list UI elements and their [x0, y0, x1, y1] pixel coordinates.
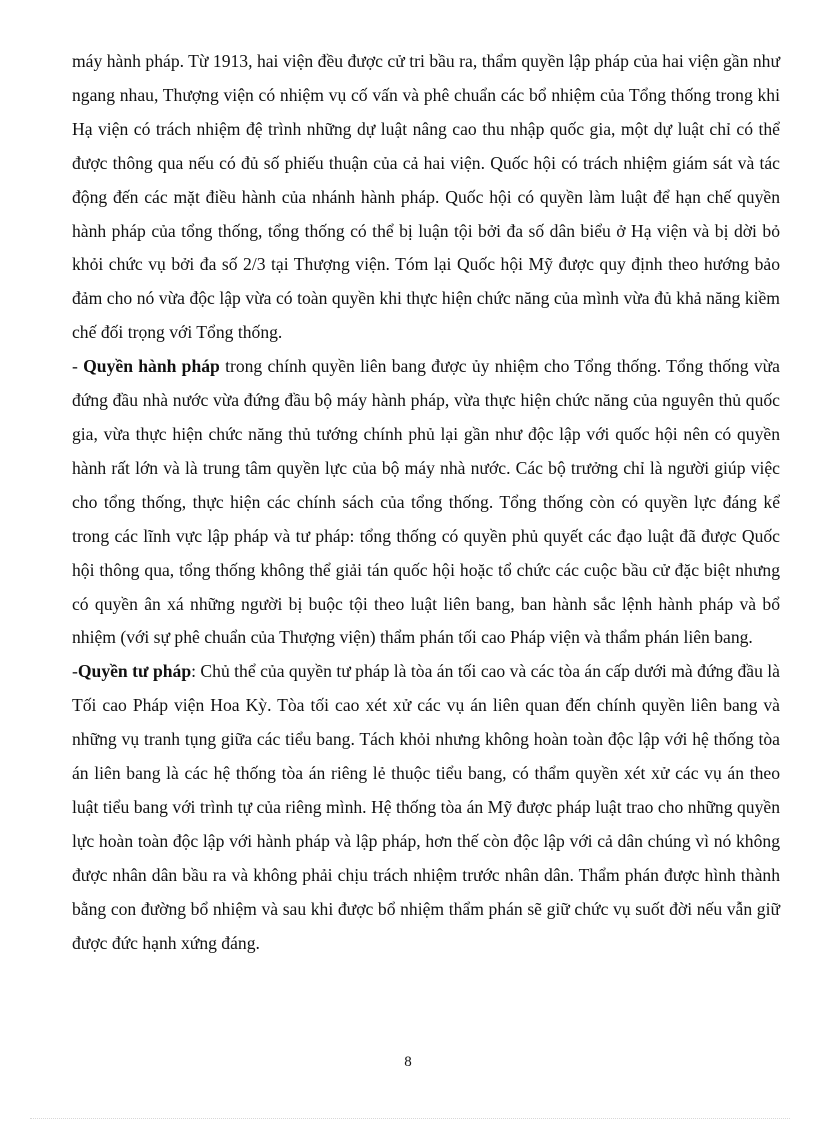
- paragraph-lead-heading: Quyền hành pháp: [83, 356, 220, 377]
- body-text: [72, 45, 780, 960]
- footer-divider: [30, 1118, 790, 1119]
- page-number: 8: [404, 1054, 412, 1070]
- paragraph-text: trong chính quyền liên bang được ủy nhiệm cho Tổng thống. Tổng thống vừa đứng đầu nhà nước vừa đứng đầu bộ máy hành pháp, vừa thực hiện chức năng của nguyên thủ quốc gia, vừa thực hiện chức năng thủ tướng chính phủ lại gần như độc lập với quốc hội nên có quyền hành rất lớn và là trung tâm quyền lực của bộ máy nhà nước. Các bộ trưởng chỉ là người giúp việc cho tổng thống, thực hiện các chính sách của tổng thống. Tổng thống còn có quyền lực đáng kể trong các lĩnh vực lập pháp và tư pháp: tổng thống có quyền phủ quyết các đạo luật đã được Quốc hội thông qua, tổng thống không thể giải tán quốc hội hoặc tổ chức các cuộc bầu cử đặc biệt nhưng có quyền ân xá những người bị buộc tội theo luật liên bang, ban hành sắc lệnh hành pháp và bổ nhiệm (với sự phê chuẩn của Thượng viện) thẩm phán tối cao Pháp viện và thẩm phán liên bang.: [72, 356, 780, 648]
- bullet-prefix: -: [72, 356, 84, 377]
- paragraph-executive-power: [72, 350, 780, 655]
- bullet-prefix: -: [72, 661, 78, 682]
- paragraph-text: máy hành pháp. Từ 1913, hai viện đều được cử tri bầu ra, thẩm quyền lập pháp của hai viện gần như ngang nhau, Thượng viện có nhiệm vụ cố vấn và phê chuẩn các bổ nhiệm của Tổng thống trong khi Hạ viện có trách nhiệm đệ trình những dự luật nâng cao thu nhập quốc gia, một dự luật chỉ có thể được thông qua nếu có đủ số phiếu thuận của cả hai viện. Quốc hội có trách nhiệm giám sát và tác động đến các mặt điều hành của nhánh hành pháp. Quốc hội có quyền làm luật để hạn chế quyền hành pháp của tổng thống, tổng thống có thể bị luận tội bởi đa số dân biểu ở Hạ viện và bị dời bỏ khỏi chức vụ bởi đa số 2/3 tại Thượng viện. Tóm lại Quốc hội Mỹ được quy định theo hướng bảo đảm cho nó vừa độc lập vừa có toàn quyền khi thực hiện chức năng của mình vừa đủ khả năng kiềm chế đối trọng với Tổng thống.: [72, 51, 780, 343]
- paragraph-text: : Chủ thể của quyền tư pháp là tòa án tối cao và các tòa án cấp dưới mà đứng đầu là Tối cao Pháp viện Hoa Kỳ. Tòa tối cao xét xử các vụ án liên quan đến chính quyền liên bang và những vụ tranh tụng giữa các tiểu bang. Tách khỏi nhưng không hoàn toàn độc lập với hệ thống tòa án liên bang là các hệ thống tòa án riêng lẻ thuộc tiểu bang, có thẩm quyền xét xử các vụ án theo luật tiểu bang với trình tự của riêng mình. Hệ thống tòa án Mỹ được pháp luật trao cho những quyền lực hoàn toàn độc lập với hành pháp và lập pháp, hơn thế còn độc lập với cả dân chúng vì nó không được nhân dân bầu ra và không phải chịu trách nhiệm trước nhân dân. Thẩm phán được hình thành bằng con đường bổ nhiệm và sau khi được bổ nhiệm thẩm phán sẽ giữ chức vụ suốt đời nếu vẫn giữ được đức hạnh xứng đáng.: [72, 661, 780, 953]
- paragraph-legislative-continuation: [72, 45, 780, 350]
- paragraph-lead-heading: Quyền tư pháp: [77, 661, 192, 682]
- paragraph-judicial-power: [72, 655, 780, 960]
